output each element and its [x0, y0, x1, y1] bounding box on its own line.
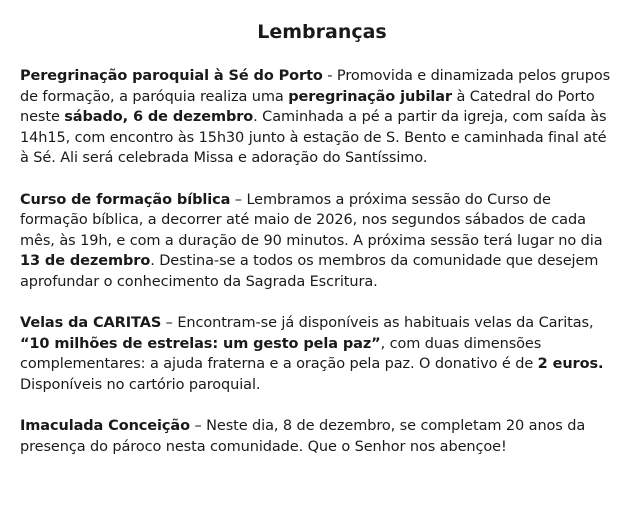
announcement-text: . Destina-se a todos os membros da comunidade que desejem aprofundar o conhecimento da Sagrada Escritura.: [20, 253, 599, 290]
announcement-text: – Encontram-se já disponíveis as habituais velas da Caritas,: [161, 315, 594, 331]
announcement-heading: Imaculada Conceição: [20, 418, 190, 434]
announcement-heading: Velas da CARITAS: [20, 315, 162, 331]
page-title: Lembranças: [257, 21, 387, 43]
announcement-emphasis: 2 euros.: [537, 356, 604, 372]
announcement-emphasis: “10 milhões de estrelas: um gesto pela paz”: [20, 335, 381, 352]
announcement-text: à Catedral do Porto neste: [20, 88, 595, 125]
announcement-imaculada: [20, 416, 616, 457]
announcement-emphasis: sábado, 6 de dezembro: [64, 109, 254, 125]
announcement-text: – Neste dia, 8 de dezembro, se completam 20 anos da presença do pároco nesta comunidade. Que o Senhor nos abençoe!: [20, 418, 586, 455]
announcement-text: - Promovida e dinamizada pelos grupos de formação, a paróquia realiza uma: [20, 68, 611, 105]
announcement-text: Disponíveis no cartório paroquial.: [20, 376, 261, 393]
announcement-emphasis: peregrinação jubilar: [288, 88, 452, 105]
announcements-document: [20, 20, 616, 478]
announcement-curso-biblico: [20, 190, 616, 293]
announcement-text: , com duas dimensões complementares: a ajuda fraterna e a oração pela paz. O donativo é de: [20, 335, 542, 372]
announcement-text: . Caminhada a pé a partir da igreja, com saída às 14h15, com encontro às 15h30 junto à estação de S. Bento e caminhada final até à Sé. Ali será celebrada Missa e adoração do Santíssimo.: [20, 109, 607, 166]
announcement-heading: Peregrinação paroquial à Sé do Porto: [20, 68, 323, 84]
announcement-emphasis: 13 de dezembro: [20, 253, 151, 269]
announcement-peregrinacao: [20, 66, 616, 169]
announcement-velas-caritas: [20, 313, 616, 395]
announcement-heading: Curso de formação bíblica: [20, 191, 231, 208]
announcement-text: – Lembramos a próxima sessão do Curso de formação bíblica, a decorrer até maio de 2026, nos segundos sábados de cada mês, às 19h, e com a duração de 90 minutos. A próxima sessão terá lugar no dia: [20, 191, 603, 249]
